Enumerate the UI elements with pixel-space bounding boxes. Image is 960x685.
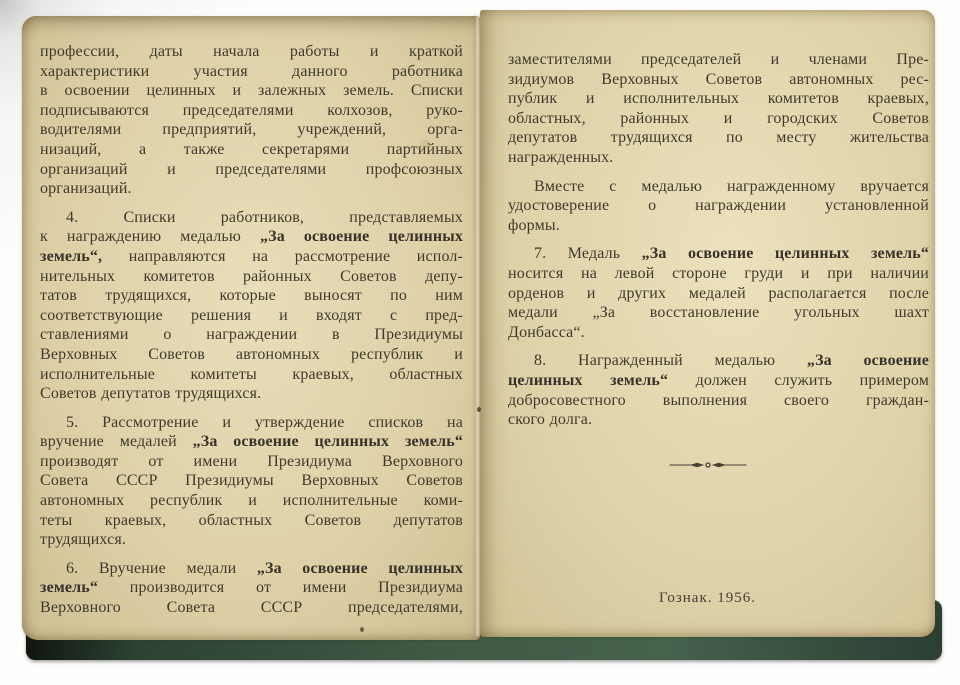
text-line (508, 323, 929, 343)
text-segment: 5. Рассмотрение и утверждение списков на (66, 413, 463, 431)
text-segment: Верховного Совета СССР председателями, (40, 599, 463, 617)
text-segment: организаций. (40, 180, 132, 198)
text-line (40, 247, 463, 267)
text-segment: профессии, даты начала работы и краткой (40, 43, 463, 60)
text-line (40, 101, 463, 121)
paragraph (40, 208, 463, 404)
text-line (508, 351, 929, 371)
text-segment: Советов депутатов трудящихся. (40, 385, 262, 403)
text-segment: удостоверение о награждении установленной (508, 197, 929, 215)
text-line (40, 62, 463, 82)
text-segment: орденов и других медалей располагается после (508, 284, 929, 302)
text-segment: заместителями председателей и членами Пре- (508, 51, 929, 68)
text-line (40, 559, 463, 579)
text-segment: трудящихся. (40, 531, 127, 549)
paragraph (508, 50, 929, 168)
age-spot (842, 62, 851, 69)
text-line (40, 208, 463, 228)
age-spot (420, 140, 430, 148)
text-line (40, 325, 463, 345)
text-line (40, 179, 463, 199)
text-segment: исполнительные комитеты краевых, областных (40, 365, 463, 383)
text-segment: соответствующие решения и входят с пред- (40, 306, 463, 324)
text-segment: награжденных. (508, 148, 614, 166)
text-segment: 8. Награжденный медалью (534, 352, 807, 370)
text-segment: татов трудящихся, которые выносят по ним (40, 287, 463, 305)
right-page-text (508, 50, 929, 439)
text-line (508, 177, 929, 197)
text-segment: вручение медалей (40, 433, 193, 451)
text-line (40, 511, 463, 531)
divider-ornament (480, 460, 935, 470)
text-line (40, 384, 463, 404)
text-line (508, 391, 929, 411)
left-page-text (40, 42, 463, 627)
text-line (508, 244, 929, 264)
text-segment: носится на левой стороне груди и при наличии (508, 264, 929, 282)
text-segment: публик и исполнительных комитетов краевых, (508, 90, 929, 108)
text-line (40, 578, 463, 598)
text-line (508, 70, 929, 90)
text-segment: организаций и председателями профсоюзных (40, 160, 463, 178)
text-segment: добросовестного выполнения своего граждан- (508, 391, 929, 409)
text-line (40, 432, 463, 452)
text-line (40, 345, 463, 365)
text-segment: автономных республик и исполнительные коми- (40, 492, 463, 510)
text-segment: формы. (508, 216, 560, 234)
text-line (508, 284, 929, 304)
text-line (508, 303, 929, 323)
medal-name-bold: „За освоение (806, 352, 929, 370)
text-segment: характеристики участия данного работника (40, 62, 463, 80)
text-line (508, 410, 929, 430)
text-segment: Верховных Советов автономных республик и (40, 345, 463, 363)
text-line (40, 452, 463, 472)
text-line (40, 42, 463, 62)
text-line (40, 471, 463, 491)
text-segment: подписываются председателями колхозов, руко- (40, 101, 463, 119)
text-line (40, 140, 463, 160)
medal-name-bold: „За освоение целинных земель“ (192, 433, 463, 451)
paragraph (40, 559, 463, 618)
text-line (40, 530, 463, 550)
paragraph (508, 244, 929, 342)
text-segment: медали „За восстановление угольных шахт (508, 304, 929, 322)
text-line (508, 216, 929, 236)
text-segment: к награждению медалью (40, 228, 260, 246)
text-segment: зидиумов Верховных Советов автономных рес- (508, 70, 929, 88)
text-segment: 4. Списки работников, представляемых (66, 208, 463, 226)
text-segment: Совета СССР Президиумы Верховных Советов (40, 472, 463, 490)
text-line (508, 371, 929, 391)
medal-name-bold: целинных земель“ (508, 371, 669, 389)
text-segment: ского долга. (508, 411, 593, 429)
text-line (508, 148, 929, 168)
text-segment: должен служить примером (668, 371, 929, 389)
text-segment: Вместе с медалью награжденному вручается (534, 177, 929, 195)
medal-name-bold: „За освоение целинных (256, 559, 463, 577)
tapered-rule-dot-icon (668, 460, 748, 470)
paragraph (508, 177, 929, 236)
text-segment: 6. Вручение медали (66, 559, 257, 577)
age-spot (360, 627, 364, 632)
text-segment: 7. Медаль (534, 245, 642, 263)
text-segment: ставлениями о награждении в Президиумы (40, 326, 463, 344)
text-line (508, 109, 929, 129)
text-line (40, 160, 463, 180)
right-page (480, 10, 935, 637)
text-segment: водителями предприятий, учреждений, орга- (40, 121, 463, 139)
text-line (40, 267, 463, 287)
left-page (22, 16, 480, 640)
text-segment: областных, районных и городских Советов (508, 109, 929, 127)
text-line (40, 491, 463, 511)
text-segment: низаций, а также секретарями партийных (40, 140, 463, 158)
paragraph (40, 42, 463, 199)
text-line (508, 128, 929, 148)
text-segment: в освоении целинных и залежных земель. Списки (40, 82, 463, 100)
paragraph (40, 413, 463, 550)
text-line (508, 50, 929, 70)
text-line (40, 598, 463, 618)
text-segment: Донбасса“. (508, 323, 585, 341)
text-segment: направляются на рассмотрение испол- (102, 247, 463, 265)
medal-name-bold: земель“ (40, 579, 99, 597)
text-line (40, 286, 463, 306)
text-line (40, 120, 463, 140)
paragraph (508, 351, 929, 429)
text-line (40, 306, 463, 326)
text-segment: нительных комитетов районных Советов депу- (40, 267, 463, 285)
medal-name-bold: „За освоение целинных земель“ (641, 245, 930, 263)
text-line (40, 365, 463, 385)
gutter-fold-crease (474, 14, 481, 636)
age-spot (477, 407, 481, 412)
medal-name-bold: земель“, (40, 247, 103, 265)
medal-name-bold: „За освоение целинных (259, 228, 463, 246)
imprint-text: Гознак. 1956. (658, 590, 756, 606)
text-line (40, 413, 463, 433)
text-segment: производят от имени Президиума Верховного (40, 452, 463, 470)
text-segment: производится от имени Президиума (98, 579, 463, 597)
text-line (508, 196, 929, 216)
text-line (40, 81, 463, 101)
text-segment: депутатов трудящихся по месту жительства (508, 129, 929, 147)
text-line (508, 264, 929, 284)
text-line (508, 89, 929, 109)
text-segment: теты краевых, областных Советов депутатов (40, 511, 463, 529)
text-line (40, 227, 463, 247)
